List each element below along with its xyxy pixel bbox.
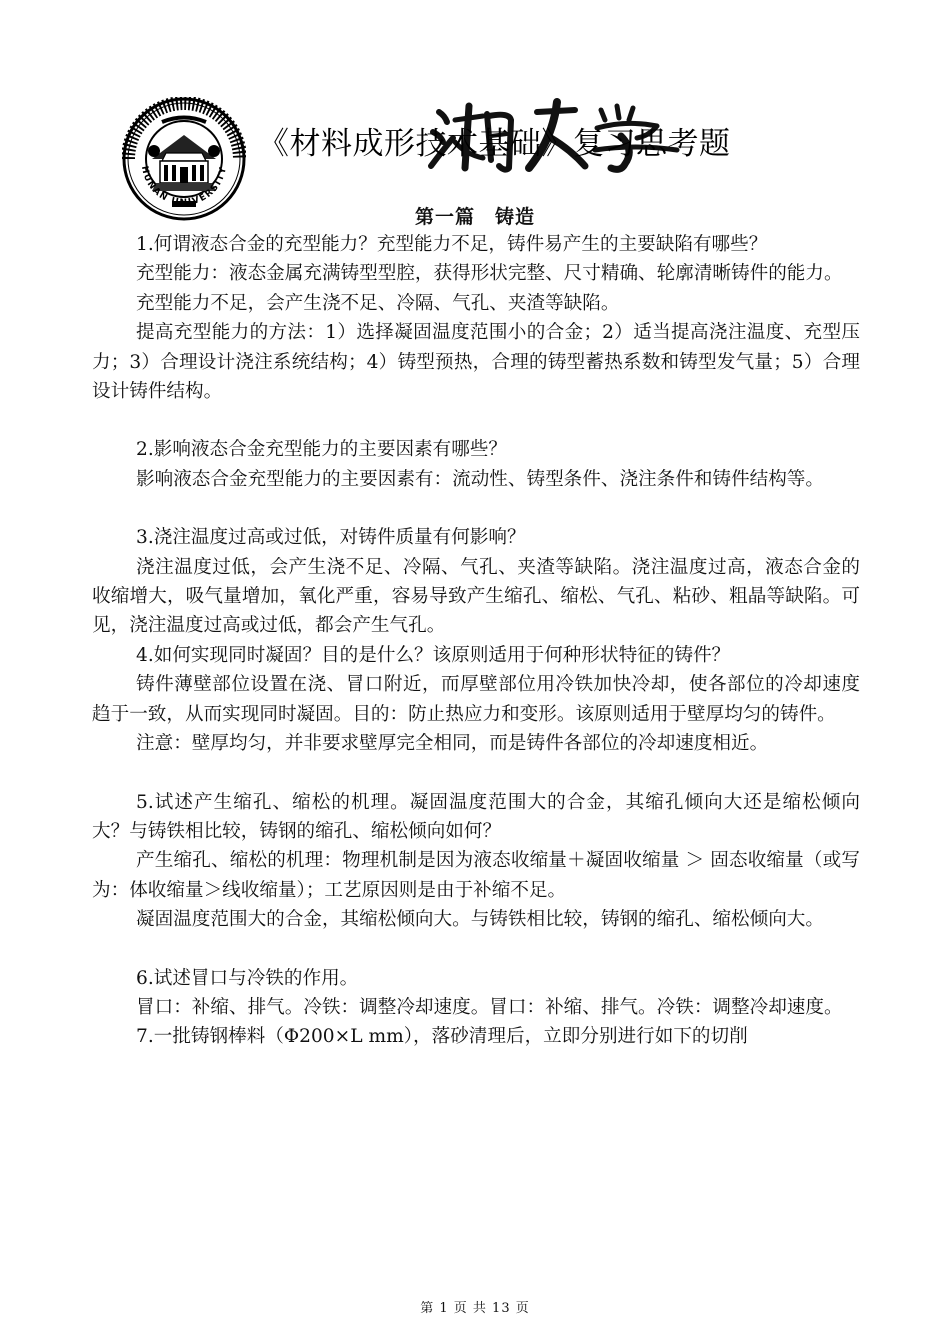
- answer-paragraph: 凝固温度范围大的合金，其缩松倾向大。与铸铁相比较，铸钢的缩孔、缩松倾向大。: [136, 909, 824, 931]
- question-7: 7.一批铸钢棒料（Φ200×L mm），落砂清理后，立即分别进行如下的切削: [136, 1026, 748, 1048]
- answer-paragraph: 产生缩孔、缩松的机理：物理机制是因为液态收缩量＋凝固收缩量 ＞ 固态收缩量（或写为：体收缩量＞线收缩量）；工艺原因则是由于补缩不足。: [92, 850, 860, 901]
- answer-paragraph: 注意：壁厚均匀，并非要求壁厚完全相同，而是铸件各部位的冷却速度相近。: [136, 733, 769, 755]
- answer-paragraph: 提高充型能力的方法：1）选择凝固温度范围小的合金；2）适当提高浇注温度、充型压力；3）合理设计浇注系统结构；4）铸型预热，合理的铸型蓄热系数和铸型发气量；5）合理设计铸件结构。: [92, 322, 860, 403]
- answer-paragraph: 充型能力不足，会产生浇不足、冷隔、气孔、夹渣等缺陷。: [136, 292, 620, 314]
- paragraph-gap: [92, 759, 860, 788]
- question-5: 5.试述产生缩孔、缩松的机理。凝固温度范围大的合金，其缩孔倾向大还是缩松倾向大？与铸铁相比较，铸钢的缩孔、缩松倾向如何？: [92, 791, 860, 842]
- answer-paragraph: 冒口：补缩、排气。冷铁：调整冷却速度。冒口：补缩、排气。冷铁：调整冷却速度。: [136, 996, 843, 1018]
- page-footer: 第 1 页 共 13 页: [420, 1301, 530, 1316]
- document-title: 《材料成形技术基础》复习思考题: [258, 126, 731, 162]
- section-title: 第一篇 铸造: [414, 206, 535, 228]
- question-1: 1.何谓液态合金的充型能力？充型能力不足，铸件易产生的主要缺陷有哪些？: [136, 234, 768, 255]
- paragraph-gap: [92, 494, 860, 523]
- answer-paragraph: 浇注温度过低，会产生浇不足、冷隔、气孔、夹渣等缺陷。浇注温度过高，液态合金的收缩增大，吸气量增加，氧化严重，容易导致产生缩孔、缩松、气孔、粘砂、粗晶等缺陷。可见，浇注温度过高或过低，都会产生气孔。: [92, 556, 860, 637]
- question-2: 2.影响液态合金充型能力的主要因素有哪些？: [136, 439, 508, 461]
- answer-paragraph: 铸件薄壁部位设置在浇、冒口附近，而厚壁部位用冷铁加快冷却，使各部位的冷却速度趋于一致，从而实现同时凝固。目的：防止热应力和变形。该原则适用于壁厚均匀的铸件。: [92, 674, 860, 725]
- question-3: 3.浇注温度过高或过低，对铸件质量有何影响？: [136, 527, 526, 549]
- seal-text: HUNAN UNIVERSITY: [138, 165, 230, 209]
- answer-paragraph: 充型能力：液态金属充满铸型型腔，获得形状完整、尺寸精确、轮廓清晰铸件的能力。: [136, 263, 843, 285]
- question-6: 6.试述冒口与冷铁的作用。: [136, 967, 359, 989]
- paragraph-gap: [92, 406, 860, 435]
- paragraph-gap: [92, 935, 860, 964]
- document-body: [92, 230, 860, 1052]
- answer-paragraph: 影响液态合金充型能力的主要因素有：流动性、铸型条件、浇注条件和铸件结构等。: [136, 468, 824, 490]
- question-4: 4.如何实现同时凝固？目的是什么？该原则适用于何种形状特征的铸件？: [136, 644, 731, 666]
